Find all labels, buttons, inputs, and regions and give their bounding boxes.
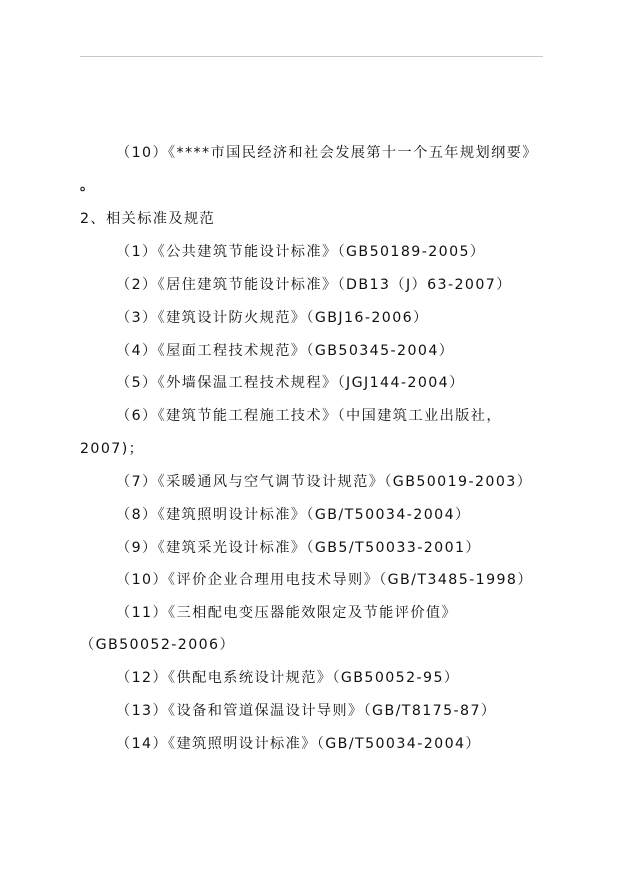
standard-item: （10）《评价企业合理用电技术导则》（GB/T3485-1998） xyxy=(116,572,533,588)
standard-item: （8）《建筑照明设计标准》（GB/T50034-2004） xyxy=(116,507,471,523)
line-period: 。 xyxy=(80,178,96,194)
standard-item: （11）《三相配电变压器能效限定及节能评价值》 xyxy=(116,605,458,621)
header-rule xyxy=(80,56,543,57)
section-heading-standards: 2、相关标准及规范 xyxy=(80,211,216,227)
standard-item: （3）《建筑设计防火规范》（GBJ16-2006） xyxy=(116,310,429,326)
standard-item: （9）《建筑采光设计标准》（GB5/T50033-2001） xyxy=(116,540,482,556)
line-planning-outline: （10）《****市国民经济和社会发展第十一个五年规划纲要》 xyxy=(116,145,538,161)
standard-item: （6）《建筑节能工程施工技术》（中国建筑工业出版社， xyxy=(116,408,502,424)
standard-item: （14）《建筑照明设计标准》（GB/T50034-2004） xyxy=(116,736,482,752)
standard-item-continuation: 2007)； xyxy=(80,441,145,457)
standard-item: （1）《公共建筑节能设计标准》（GB50189-2005） xyxy=(116,244,486,260)
standard-item: （2）《居住建筑节能设计标准》（DB13（J）63-2007） xyxy=(116,277,512,293)
standard-item-continuation: （GB50052-2006） xyxy=(80,637,236,653)
standard-item: （4）《屋面工程技术规范》（GB50345-2004） xyxy=(116,343,455,359)
standard-item: （13）《设备和管道保温设计导则》（GB/T8175-87） xyxy=(116,703,497,719)
standard-item: （7）《采暖通风与空气调节设计规范》（GB50019-2003） xyxy=(116,474,533,490)
standard-item: （5）《外墙保温工程技术规程》（JGJ144-2004） xyxy=(116,375,465,391)
standard-item: （12）《供配电系统设计规范》（GB50052-95） xyxy=(116,670,460,686)
